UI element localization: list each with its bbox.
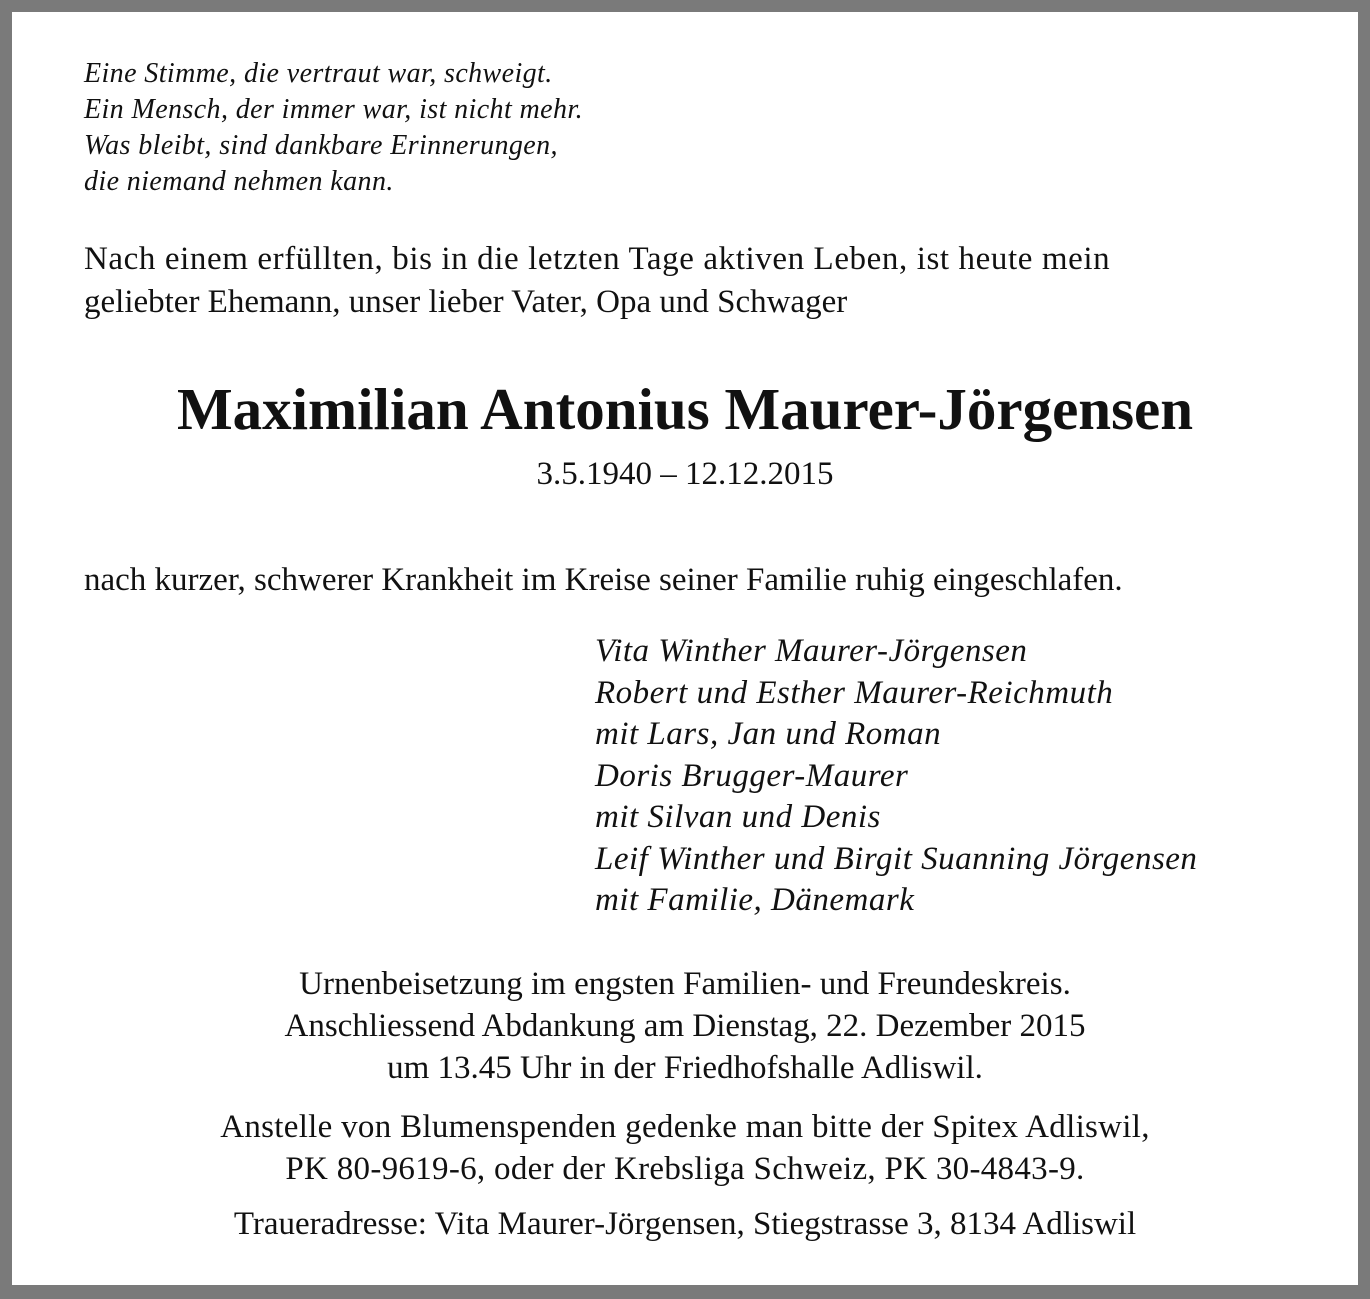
deceased-name: Maximilian Antonius Maurer-Jörgensen xyxy=(176,376,1194,442)
donation-line: PK 80-9619-6, oder der Krebsliga Schweiz, PK 30-4843-9. xyxy=(285,1151,1085,1187)
ceremony-line: Urnenbeisetzung im engsten Familien- und Freundeskreis. xyxy=(299,966,1071,1002)
mourner-line: mit Lars, Jan und Roman xyxy=(595,716,942,752)
donation-line: Anstelle von Blumenspenden gedenke man bitte der Spitex Adliswil, xyxy=(220,1109,1150,1145)
ceremony-info xyxy=(12,963,1358,1089)
ceremony-line: Anschliessend Abdankung am Dienstag, 22. Dezember 2015 xyxy=(284,1008,1086,1044)
obituary-notice xyxy=(12,12,1358,1285)
mourner-line: Doris Brugger-Maurer xyxy=(595,757,909,794)
closing-sentence: nach kurzer, schwerer Krankheit im Kreise seiner Familie ruhig eingeschlafen. xyxy=(84,562,1123,598)
poem-verse xyxy=(84,56,583,200)
mourner-line: mit Familie, Dänemark xyxy=(595,882,915,918)
ceremony-line: um 13.45 Uhr in der Friedhofshalle Adliswil. xyxy=(387,1050,983,1086)
intro-line: geliebter Ehemann, unser lieber Vater, Opa und Schwager xyxy=(84,284,848,320)
poem-line: die niemand nehmen kann. xyxy=(84,166,394,197)
address-line: Traueradresse: Vita Maurer-Jörgensen, Stiegstrasse 3, 8134 Adliswil xyxy=(233,1206,1137,1242)
donation-info xyxy=(12,1106,1358,1190)
life-dates: 3.5.1940 – 12.12.2015 xyxy=(536,456,834,492)
mourning-address xyxy=(12,1203,1358,1245)
intro-line: Nach einem erfüllten, bis in die letzten Tage aktiven Leben, ist heute mein xyxy=(84,241,1111,277)
poem-line: Ein Mensch, der immer war, ist nicht mehr. xyxy=(84,94,583,125)
mourner-line: Vita Winther Maurer-Jörgensen xyxy=(595,633,1028,669)
intro-paragraph xyxy=(84,238,1294,324)
poem-line: Eine Stimme, die vertraut war, schweigt. xyxy=(84,58,553,89)
mourner-line: Leif Winther und Birgit Suanning Jörgensen xyxy=(595,840,1198,877)
mourners-list xyxy=(595,631,1197,922)
mourner-line: Robert und Esther Maurer-Reichmuth xyxy=(595,674,1114,711)
mourner-line: mit Silvan und Denis xyxy=(595,799,881,835)
poem-line: Was bleibt, sind dankbare Erinnerungen, xyxy=(84,130,558,161)
